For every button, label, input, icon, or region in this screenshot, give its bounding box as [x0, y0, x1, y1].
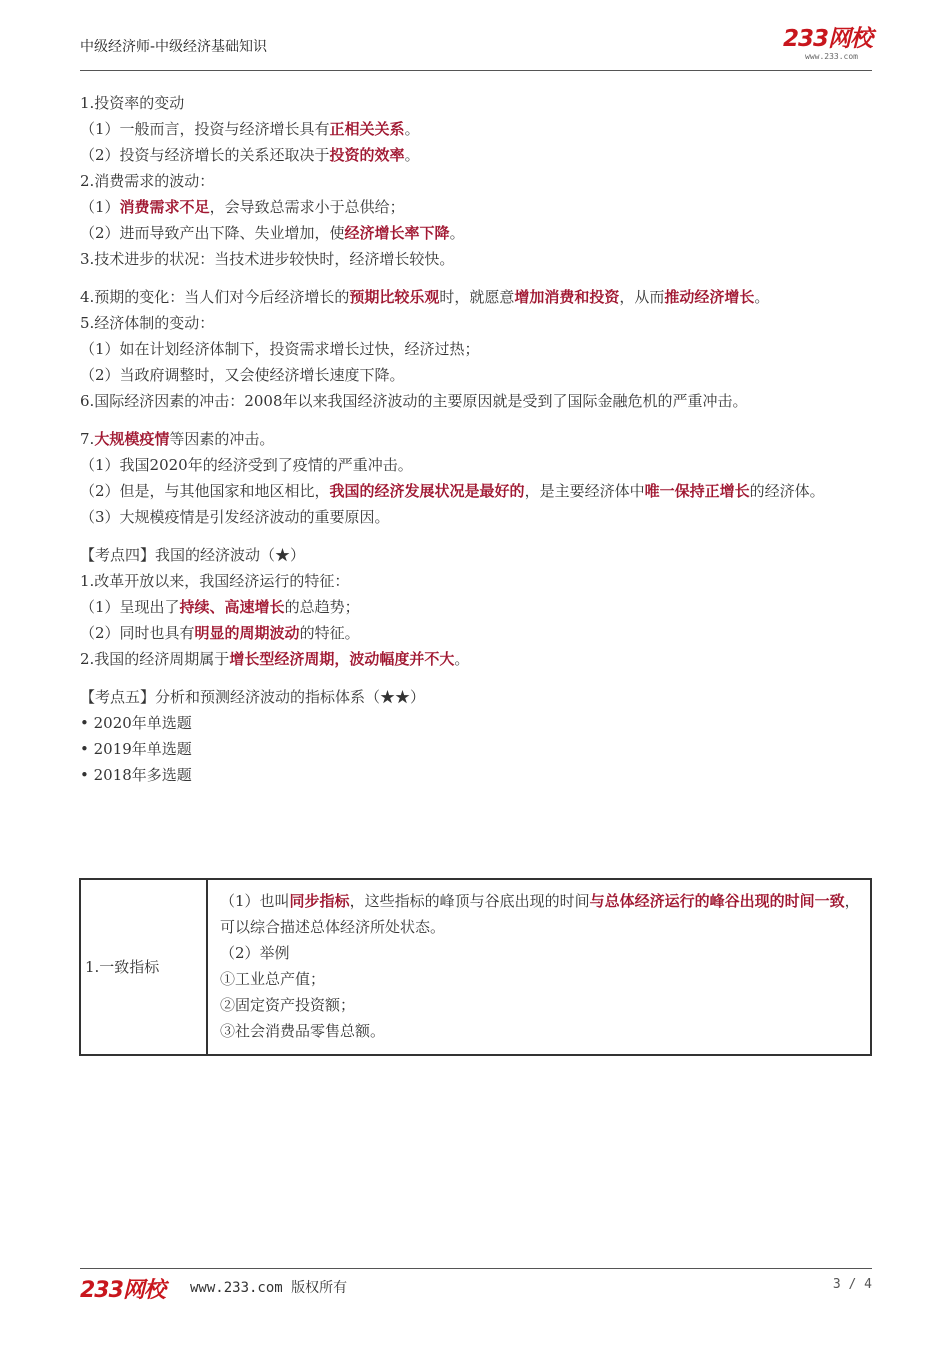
- paragraph: 2.消费需求的波动：: [80, 172, 215, 190]
- section-heading: 【考点五】分析和预测经济波动的指标体系（★★）: [80, 688, 426, 706]
- paragraph: （2）同时也具有明显的周期波动的特征。: [80, 624, 360, 642]
- highlight: 正相关关系: [329, 120, 405, 138]
- paragraph: 2.我国的经济周期属于增长型经济周期，波动幅度并不大。: [80, 650, 470, 668]
- highlight: 同步指标: [289, 892, 350, 910]
- paragraph: （3）大规模疫情是引发经济波动的重要原因。: [80, 508, 390, 526]
- table-line: ①工业总产值；: [220, 970, 326, 988]
- paragraph: （1）我国2020年的经济受到了疫情的严重冲击。: [80, 456, 413, 474]
- highlight: 持续、高速增长: [179, 598, 285, 616]
- bullet-item: • 2019年单选题: [80, 736, 872, 762]
- table-line: （1）也叫同步指标，这些指标的峰顶与谷底出现的时间与总体经济运行的峰谷出现的时间一致，可以综合描述总体经济所处状态。: [220, 892, 860, 936]
- footer-copyright: www.233.com 版权所有: [190, 1280, 348, 1296]
- paragraph: 6.国际经济因素的冲击：2008年以来我国经济波动的主要原因就是受到了国际金融危机的严重冲击。: [80, 392, 748, 410]
- paragraph: （2）进而导致产出下降、失业增加，使经济增长率下降。: [80, 224, 465, 242]
- paragraph: （1）一般而言，投资与经济增长具有正相关关系。: [80, 120, 420, 138]
- highlight: 与总体经济运行的峰谷出现的时间一致: [589, 892, 845, 910]
- page-footer: [80, 1268, 872, 1303]
- highlight: 经济增长率下降: [344, 224, 450, 242]
- page-header: [80, 24, 872, 71]
- highlight: 消费需求不足: [119, 198, 210, 216]
- paragraph: 5.经济体制的变动：: [80, 314, 215, 332]
- indicator-table: [79, 878, 872, 1056]
- paragraph: 1.改革开放以来，我国经济运行的特征：: [80, 572, 350, 590]
- brand-logo: [774, 26, 872, 64]
- highlight: 大规模疫情: [94, 430, 170, 448]
- page-number: 3 / 4: [832, 1277, 872, 1292]
- highlight: 唯一保持正增长: [644, 482, 750, 500]
- footer-logo: 233网校: [80, 1278, 165, 1303]
- highlight: 预期比较乐观: [349, 288, 440, 306]
- logo-text: 233网校: [782, 26, 872, 52]
- paragraph: （2）但是，与其他国家和地区相比，我国的经济发展状况是最好的，是主要经济体中唯一保持正增长的经济体。: [80, 482, 825, 500]
- highlight: 推动经济增长: [664, 288, 755, 306]
- paragraph: （1）呈现出了持续、高速增长的总趋势；: [80, 598, 360, 616]
- paragraph: （2）投资与经济增长的关系还取决于投资的效率。: [80, 146, 420, 164]
- paragraph: （1）如在计划经济体制下，投资需求增长过快，经济过热；: [80, 340, 480, 358]
- highlight: 投资的效率: [329, 146, 405, 164]
- paragraph: 4.预期的变化：当人们对今后经济增长的预期比较乐观时，就愿意增加消费和投资，从而推动经济增长。: [80, 288, 770, 306]
- document-body: [80, 90, 872, 788]
- table-line: ②固定资产投资额；: [220, 996, 356, 1014]
- table-line: ③社会消费品零售总额。: [220, 1022, 386, 1040]
- table-row: [80, 879, 871, 1055]
- paragraph: 1.投资率的变动: [80, 94, 185, 112]
- paragraph: 7.大规模疫情等因素的冲击。: [80, 430, 275, 448]
- section-heading: 【考点四】我国的经济波动（★）: [80, 546, 306, 564]
- highlight: 增加消费和投资: [514, 288, 620, 306]
- table-label-cell: 1.一致指标: [80, 879, 207, 1055]
- highlight: 增长型经济周期，波动幅度并不大: [229, 650, 455, 668]
- table-line: （2）举例: [220, 944, 290, 962]
- logo-url: www.233.com: [805, 52, 858, 61]
- bullet-item: • 2020年单选题: [80, 710, 872, 736]
- paragraph: （2）当政府调整时，又会使经济增长速度下降。: [80, 366, 405, 384]
- bullet-item: • 2018年多选题: [80, 762, 872, 788]
- highlight: 我国的经济发展状况是最好的: [329, 482, 525, 500]
- paragraph: 3.技术进步的状况：当技术进步较快时，经济增长较快。: [80, 250, 455, 268]
- document-title: 中级经济师-中级经济基础知识: [80, 39, 268, 55]
- highlight: 明显的周期波动: [194, 624, 300, 642]
- paragraph: （1）消费需求不足，会导致总需求小于总供给；: [80, 198, 405, 216]
- table-description-cell: [207, 879, 871, 1055]
